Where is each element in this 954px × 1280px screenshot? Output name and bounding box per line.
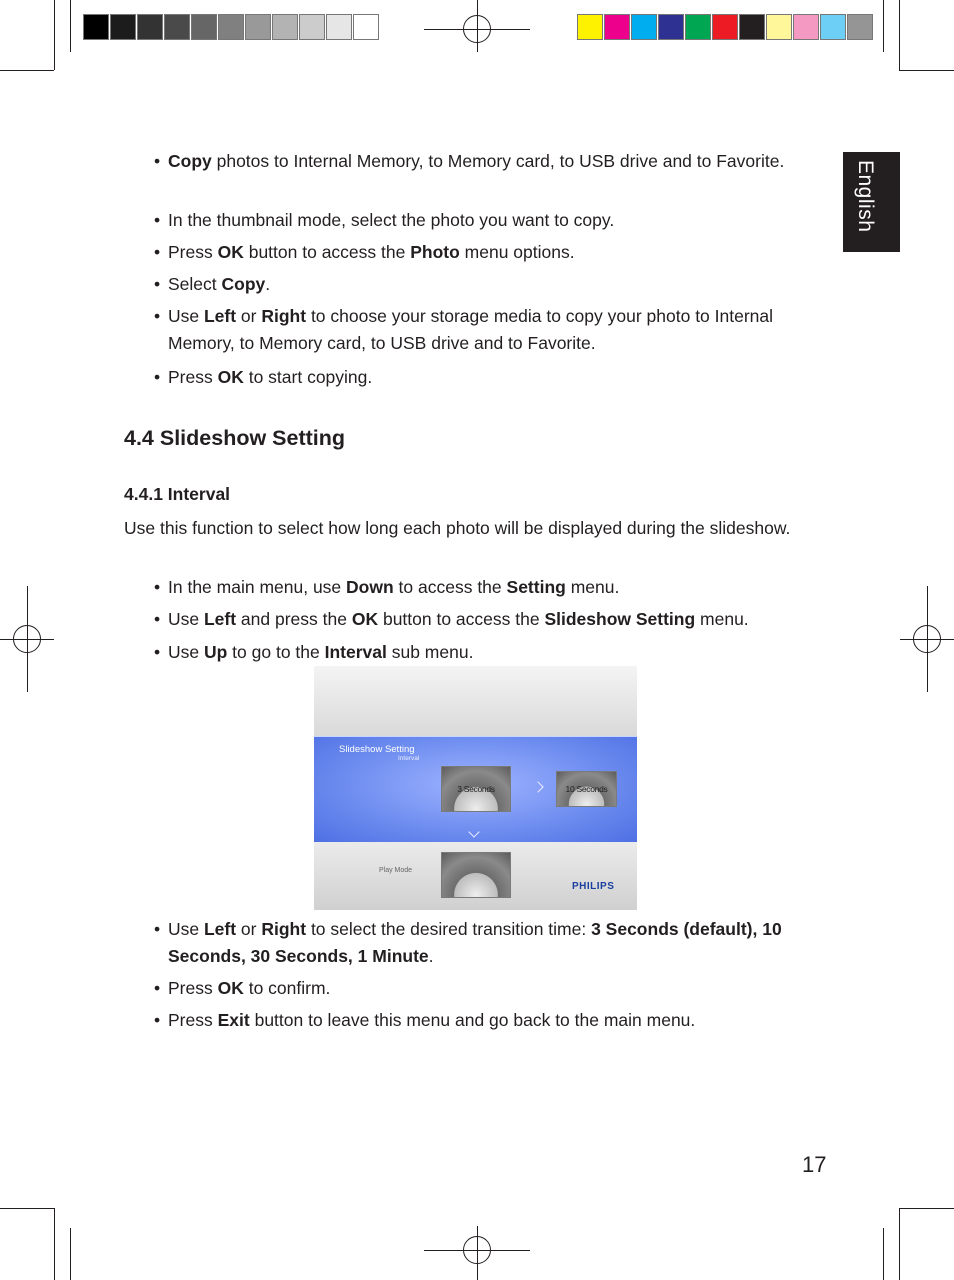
color-swatch: [164, 14, 190, 40]
crop-mark: [883, 1228, 884, 1280]
slideshow-setting-screen: [314, 666, 637, 910]
text-run: Use: [168, 306, 204, 326]
bold-term: 3 Seconds (default), 10 Seconds, 30 Seconds, 1 Minute: [168, 919, 782, 966]
bold-term: Setting: [506, 577, 566, 597]
crop-mark: [54, 1208, 55, 1280]
color-swatch: [658, 14, 684, 40]
text-run: to access the: [393, 577, 507, 597]
bold-term: Left: [203, 609, 237, 629]
text-run: Use: [168, 609, 204, 629]
color-swatch: [631, 14, 657, 40]
color-swatch: [820, 14, 846, 40]
color-swatch: [326, 14, 352, 40]
crop-mark: [899, 70, 954, 71]
bold-term: Copy: [221, 274, 266, 294]
list-item: [154, 916, 844, 970]
list-item: [154, 148, 844, 175]
bold-term: OK: [351, 609, 379, 629]
text-run: or: [236, 306, 262, 326]
play-mode-thumbnail[interactable]: [441, 852, 511, 898]
color-swatch: [245, 14, 271, 40]
color-swatch: [218, 14, 244, 40]
registration-circle: [463, 1236, 491, 1264]
color-swatch: [766, 14, 792, 40]
text-run: menu.: [565, 577, 620, 597]
bold-term: OK: [217, 367, 244, 387]
crop-mark: [0, 70, 54, 71]
text-run: button to access the: [243, 242, 411, 262]
interval-option-current-label: 3 Seconds: [457, 784, 495, 794]
color-swatch: [847, 14, 873, 40]
text-run: Press: [168, 367, 218, 387]
page-number: 17: [802, 1152, 827, 1177]
list-item: [154, 639, 844, 666]
interval-option-next[interactable]: [556, 771, 617, 807]
screen-submenu-title: Interval: [398, 755, 420, 762]
crop-mark: [883, 0, 884, 52]
color-swatch: [739, 14, 765, 40]
color-swatch: [137, 14, 163, 40]
crop-mark: [899, 1208, 900, 1280]
text-run: .: [265, 274, 271, 294]
list-item: [154, 364, 844, 391]
color-swatch: [299, 14, 325, 40]
color-swatch: [793, 14, 819, 40]
bold-term: Photo: [410, 242, 460, 262]
color-swatch: [712, 14, 738, 40]
screen-top-area: [314, 666, 637, 736]
bold-term: OK: [217, 242, 244, 262]
color-swatch: [272, 14, 298, 40]
list-item: [154, 239, 844, 266]
subsection-heading: 4.4.1 Interval: [124, 484, 231, 504]
color-swatch: [685, 14, 711, 40]
text-run: menu.: [695, 609, 749, 629]
crop-mark: [899, 0, 900, 70]
text-run: Press: [168, 978, 218, 998]
crop-mark: [54, 0, 55, 70]
text-run: sub menu.: [386, 642, 474, 662]
text-run: In the main menu, use: [168, 577, 347, 597]
bold-term: Left: [203, 919, 237, 939]
registration-circle: [463, 15, 491, 43]
text-run: to choose your storage media to copy your photo to Internal Memory, to Memory card, to USB drive and to Favorite.: [168, 306, 774, 353]
text-run: photos to Internal Memory, to Memory card, to USB drive and to Favorite.: [211, 151, 785, 171]
text-run: to start copying.: [243, 367, 373, 387]
list-item: [154, 606, 844, 633]
bold-term: OK: [217, 978, 244, 998]
text-run: and press the: [236, 609, 352, 629]
brand-logo: PHILIPS: [572, 881, 615, 892]
bold-term: Right: [261, 919, 307, 939]
crop-mark: [70, 0, 71, 52]
color-swatch: [83, 14, 109, 40]
text-run: to confirm.: [243, 978, 331, 998]
text-run: In the thumbnail mode, select the photo you want to copy.: [168, 210, 615, 230]
text-run: to select the desired transition time:: [306, 919, 592, 939]
text-run: or: [236, 919, 262, 939]
list-item: [154, 271, 844, 298]
screen-menu-title: Slideshow Setting: [339, 744, 415, 755]
play-mode-label: Play Mode: [379, 867, 413, 874]
registration-circle: [913, 625, 941, 653]
list-item: [154, 303, 844, 357]
list-item: [154, 207, 844, 234]
bold-term: Copy: [168, 151, 212, 171]
crop-mark: [899, 1208, 954, 1209]
interval-option-next-label: 10 Seconds: [565, 784, 608, 794]
registration-circle: [13, 625, 41, 653]
color-swatch: [191, 14, 217, 40]
interval-option-current[interactable]: [441, 766, 511, 812]
crop-mark: [70, 1228, 71, 1280]
bold-term: Interval: [324, 642, 387, 662]
color-swatch: [577, 14, 603, 40]
text-run: Press: [168, 242, 218, 262]
list-item: [154, 975, 844, 1002]
text-run: Use: [168, 919, 204, 939]
text-run: button to leave this menu and go back to the main menu.: [249, 1010, 696, 1030]
text-run: menu options.: [459, 242, 575, 262]
bold-term: Right: [261, 306, 307, 326]
text-run: Select: [168, 274, 222, 294]
text-run: to go to the: [227, 642, 325, 662]
bold-term: Left: [203, 306, 237, 326]
color-swatch: [110, 14, 136, 40]
intro-paragraph: Use this function to select how long each photo will be displayed during the slideshow.: [124, 518, 791, 538]
text-run: Press: [168, 1010, 218, 1030]
text-run: button to access the: [378, 609, 545, 629]
bold-term: Up: [203, 642, 228, 662]
crop-mark: [0, 1208, 54, 1209]
text-run: Use: [168, 642, 204, 662]
text-run: .: [428, 946, 434, 966]
list-item: [154, 574, 844, 601]
bold-term: Slideshow Setting: [544, 609, 696, 629]
color-swatch: [604, 14, 630, 40]
bold-term: Down: [346, 577, 394, 597]
bold-term: Exit: [217, 1010, 250, 1030]
list-item: [154, 1007, 844, 1034]
section-heading: 4.4 Slideshow Setting: [124, 426, 346, 450]
language-tab-label: English: [854, 160, 877, 233]
color-swatch: [353, 14, 379, 40]
language-tab: [843, 152, 900, 252]
